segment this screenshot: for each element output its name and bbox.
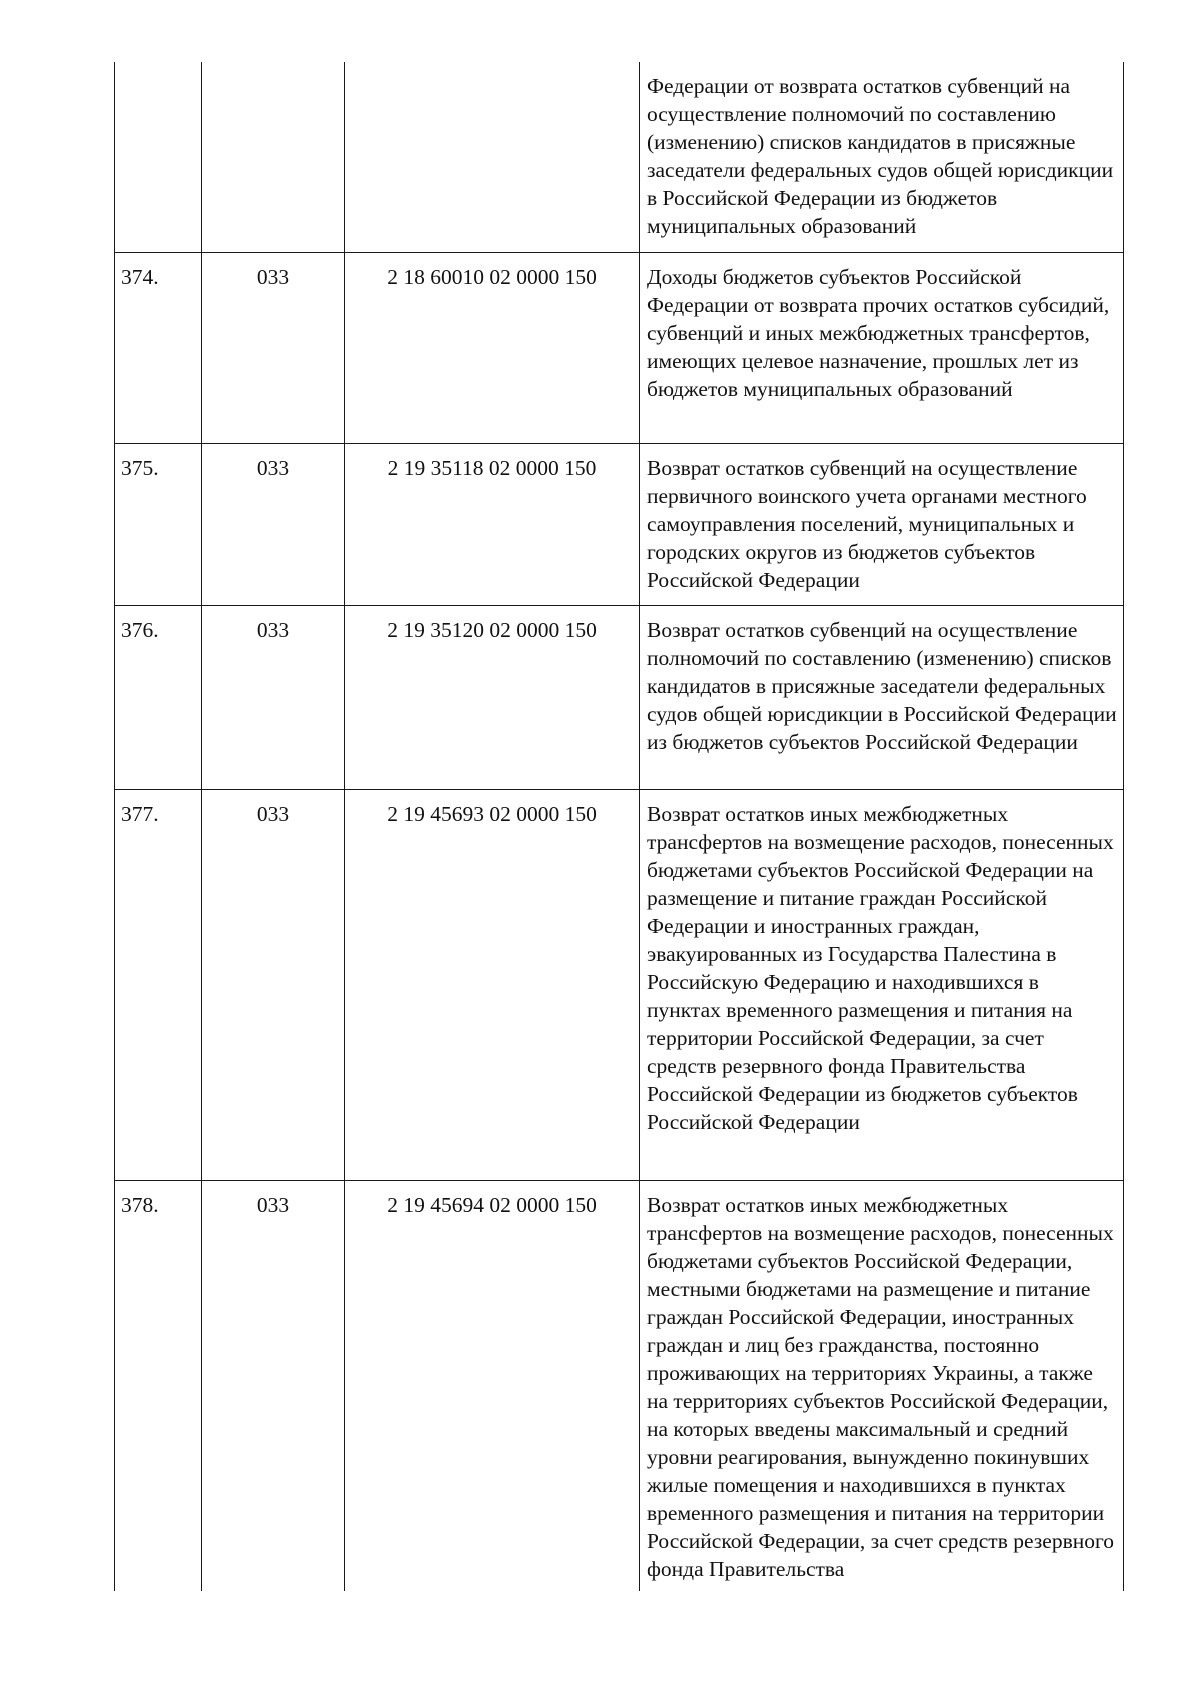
row-number-cell: 378. — [115, 1181, 202, 1592]
revenue-name-cell: Возврат остатков иных межбюджетных трансфертов на возмещение расходов, понесенных бюджетами субъектов Российской Федерации на размещение и питание граждан Российской Федерации и иностранных граждан, эвакуированных из Государства Палестина в Российскую Федерацию и находившихся в пунктах временного размещения и питания на территории Российской Федерации, за счет средств резервного фонда Правительства Российской Федерации из бюджетов субъектов Российской Федерации — [640, 790, 1124, 1181]
revenue-name-cell: Возврат остатков иных межбюджетных трансфертов на возмещение расходов, понесенных бюджетами субъектов Российской Федерации, местными бюджетами на размещение и питание граждан Российской Федерации, иностранных граждан и лиц без гражданства, постоянно проживающих на территориях Украины, а также на территориях субъектов Российской Федерации, на которых введены максимальный и средний уровни реагирования, вынужденно покинувших жилые помещения и находившихся в пунктах временного размещения и питания на территории Российской Федерации, за счет средств резервного фонда Правительства — [640, 1181, 1124, 1592]
admin-code-cell: 033 — [202, 253, 345, 444]
row-number-cell — [115, 62, 202, 253]
table-row — [115, 606, 1124, 790]
admin-code-cell: 033 — [202, 606, 345, 790]
table-row — [115, 253, 1124, 444]
table-row — [115, 790, 1124, 1181]
admin-code-cell: 033 — [202, 790, 345, 1181]
row-number-cell: 374. — [115, 253, 202, 444]
revenue-codes-table — [114, 62, 1124, 1591]
revenue-name-cell: Доходы бюджетов субъектов Российской Федерации от возврата прочих остатков субсидий, субвенций и иных межбюджетных трансфертов, имеющих целевое назначение, прошлых лет из бюджетов муниципальных образований — [640, 253, 1124, 444]
budget-code-cell: 2 19 35120 02 0000 150 — [345, 606, 640, 790]
table-row — [115, 444, 1124, 606]
budget-code-cell: 2 19 35118 02 0000 150 — [345, 444, 640, 606]
admin-code-cell: 033 — [202, 1181, 345, 1592]
revenue-name-cell: Возврат остатков субвенций на осуществление первичного воинского учета органами местного самоуправления поселений, муниципальных и городских округов из бюджетов субъектов Российской Федерации — [640, 444, 1124, 606]
admin-code-cell: 033 — [202, 444, 345, 606]
budget-code-cell: 2 19 45693 02 0000 150 — [345, 790, 640, 1181]
budget-code-cell: 2 19 45694 02 0000 150 — [345, 1181, 640, 1592]
admin-code-cell — [202, 62, 345, 253]
table-row — [115, 1181, 1124, 1592]
budget-code-cell: 2 18 60010 02 0000 150 — [345, 253, 640, 444]
row-number-cell: 377. — [115, 790, 202, 1181]
row-number-cell: 376. — [115, 606, 202, 790]
row-number-cell: 375. — [115, 444, 202, 606]
revenue-name-cell: Возврат остатков субвенций на осуществление полномочий по составлению (изменению) списков кандидатов в присяжные заседатели федеральных судов общей юрисдикции в Российской Федерации из бюджетов субъектов Российской Федерации — [640, 606, 1124, 790]
revenue-name-cell: Федерации от возврата остатков субвенций на осуществление полномочий по составлению (изменению) списков кандидатов в присяжные заседатели федеральных судов общей юрисдикции в Российской Федерации из бюджетов муниципальных образований — [640, 62, 1124, 253]
table-row-continuation — [115, 62, 1124, 253]
budget-code-cell — [345, 62, 640, 253]
